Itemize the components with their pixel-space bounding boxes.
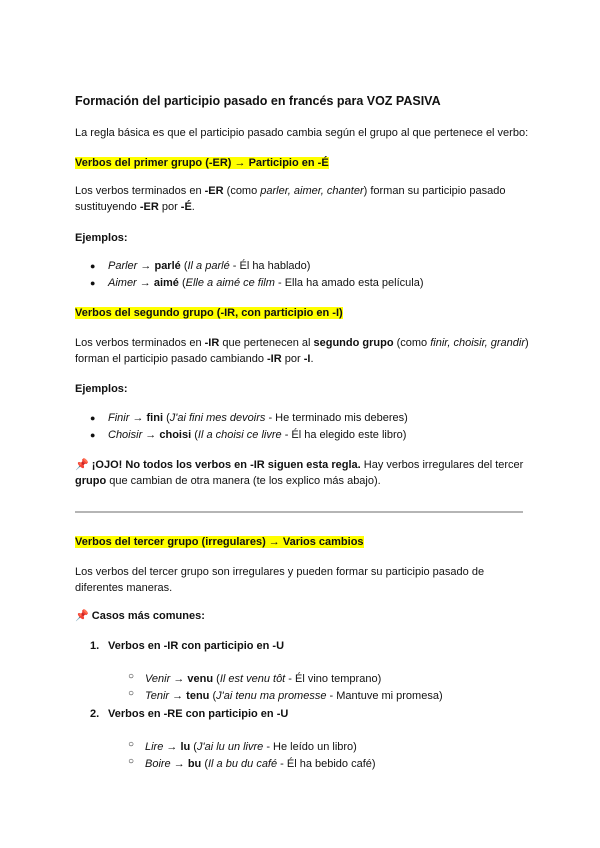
text: -É bbox=[180, 201, 192, 213]
text: Il a bu du café bbox=[208, 758, 278, 770]
text: Elle a aimé ce film bbox=[185, 277, 275, 289]
text: sustituyendo bbox=[75, 201, 140, 213]
text: ( bbox=[178, 277, 186, 289]
intro-paragraph: La regla básica es que el participio pasado cambia según el grupo al que pertenece el verbo: bbox=[75, 127, 529, 139]
text: lu bbox=[180, 741, 191, 753]
text: Finir → bbox=[108, 412, 144, 424]
group1-heading-text: Verbos del primer grupo (-ER) → Participio en -É bbox=[75, 157, 329, 169]
text: Il a choisi ce livre bbox=[197, 429, 282, 441]
text: ( bbox=[180, 260, 188, 272]
text: que cambian de otra manera (te los explico más abajo). bbox=[106, 475, 381, 487]
text: venu bbox=[187, 673, 214, 685]
text: que pertenecen al bbox=[219, 337, 314, 349]
text: por bbox=[281, 353, 304, 365]
text: fini bbox=[146, 412, 164, 424]
group3-item1-example-1 bbox=[145, 672, 381, 686]
text: J'ai tenu ma promesse bbox=[216, 690, 327, 702]
group3-heading bbox=[75, 535, 364, 549]
text: forman el participio pasado cambiando bbox=[75, 353, 268, 365]
text: Il a parlé bbox=[187, 260, 230, 272]
group3-item-2: Verbos en -RE con participio en -U bbox=[108, 708, 289, 720]
text: ( bbox=[201, 758, 208, 770]
text: Los verbos terminados en bbox=[75, 185, 205, 197]
group2-paragraph-line1 bbox=[75, 336, 529, 350]
text: por bbox=[158, 201, 181, 213]
text: ( bbox=[190, 741, 197, 753]
group1-heading bbox=[75, 156, 329, 170]
group1-example-2 bbox=[108, 276, 424, 290]
circle-bullet-icon: ○ bbox=[128, 756, 135, 767]
list-number: 1. bbox=[90, 640, 100, 652]
text: Tenir → bbox=[145, 690, 184, 702]
text: - He leído un libro) bbox=[263, 741, 357, 753]
text: aimé bbox=[153, 277, 179, 289]
text: J'ai fini mes devoirs bbox=[169, 412, 266, 424]
text: Casos más comunes: bbox=[91, 610, 205, 622]
text: Il est venu tôt bbox=[219, 673, 286, 685]
text: grupo bbox=[75, 475, 107, 487]
group1-examples-label: Ejemplos: bbox=[75, 232, 128, 244]
text: ) forman su participio pasado bbox=[363, 185, 506, 197]
group3-heading-text: Verbos del tercer grupo (irregulares) → Varios cambios bbox=[75, 536, 364, 548]
group3-item-1: Verbos en -IR con participio en -U bbox=[108, 640, 285, 652]
group1-paragraph-line2 bbox=[75, 200, 195, 214]
text: -I bbox=[303, 353, 311, 365]
text: - Él ha hablado) bbox=[229, 260, 311, 272]
group2-heading-text: Verbos del segundo grupo (-IR, con participio en -I) bbox=[75, 307, 343, 319]
text: finir, choisir, grandir bbox=[430, 337, 525, 349]
circle-bullet-icon: ○ bbox=[128, 688, 135, 699]
text: - He terminado mis deberes) bbox=[265, 412, 408, 424]
text: - Mantuve mi promesa) bbox=[326, 690, 443, 702]
text: tenu bbox=[186, 690, 210, 702]
bullet-icon: ● bbox=[90, 278, 96, 288]
group2-note-line1 bbox=[75, 458, 523, 472]
text: segundo grupo bbox=[313, 337, 394, 349]
section-divider bbox=[75, 511, 523, 513]
group2-example-2 bbox=[108, 428, 406, 442]
text: - Él vino temprano) bbox=[285, 673, 382, 685]
group2-note-line2 bbox=[75, 474, 381, 488]
text: ) bbox=[525, 337, 529, 349]
circle-bullet-icon: ○ bbox=[128, 671, 135, 682]
bullet-icon: ● bbox=[90, 430, 96, 440]
text: J'ai lu un livre bbox=[196, 741, 264, 753]
page-title: Formación del participio pasado en francés para VOZ PASIVA bbox=[75, 94, 441, 108]
text: - Él ha bebido café) bbox=[277, 758, 376, 770]
group2-paragraph-line2 bbox=[75, 352, 314, 366]
text: Choisir → bbox=[108, 429, 157, 441]
pushpin-icon: 📌 bbox=[75, 459, 89, 471]
bullet-icon: ● bbox=[90, 413, 96, 423]
text: bu bbox=[187, 758, 202, 770]
text: -IR bbox=[267, 353, 282, 365]
text: Parler → bbox=[108, 260, 152, 272]
group3-cases-label bbox=[75, 609, 205, 623]
group3-item2-example-2 bbox=[145, 757, 376, 771]
text: -IR bbox=[204, 337, 220, 349]
pushpin-icon: 📌 bbox=[75, 610, 89, 622]
text: (como bbox=[223, 185, 261, 197]
group2-heading bbox=[75, 306, 343, 320]
text: ( bbox=[191, 429, 198, 441]
text: choisi bbox=[159, 429, 192, 441]
list-number: 2. bbox=[90, 708, 100, 720]
group1-example-1 bbox=[108, 259, 310, 273]
group3-item1-example-2 bbox=[145, 689, 443, 703]
text: -ER bbox=[139, 201, 159, 213]
text: - Ella ha amado esta película) bbox=[274, 277, 424, 289]
text: parlé bbox=[154, 260, 181, 272]
text: Venir → bbox=[145, 673, 185, 685]
text: Los verbos terminados en bbox=[75, 337, 205, 349]
group2-example-1 bbox=[108, 411, 408, 425]
text: Boire → bbox=[145, 758, 185, 770]
group2-examples-label: Ejemplos: bbox=[75, 383, 128, 395]
text: ( bbox=[163, 412, 170, 424]
text: (como bbox=[393, 337, 431, 349]
circle-bullet-icon: ○ bbox=[128, 739, 135, 750]
text: ( bbox=[213, 673, 220, 685]
text: parler, aimer, chanter bbox=[260, 185, 364, 197]
text: -ER bbox=[204, 185, 224, 197]
group3-paragraph-line2: diferentes maneras. bbox=[75, 582, 173, 594]
text: Lire → bbox=[145, 741, 178, 753]
text: Aimer → bbox=[108, 277, 151, 289]
text: ¡OJO! No todos los verbos en -IR siguen esta regla. bbox=[91, 459, 361, 471]
group3-paragraph-line1: Los verbos del tercer grupo son irregulares y pueden formar su participio pasado de bbox=[75, 566, 485, 578]
group1-paragraph-line1 bbox=[75, 184, 505, 198]
group3-item2-example-1 bbox=[145, 740, 357, 754]
text: - Él ha elegido este libro) bbox=[281, 429, 407, 441]
text: ( bbox=[209, 690, 217, 702]
bullet-icon: ● bbox=[90, 261, 96, 271]
text: . bbox=[191, 201, 195, 213]
text: . bbox=[310, 353, 314, 365]
text: Hay verbos irregulares del tercer bbox=[360, 459, 524, 471]
